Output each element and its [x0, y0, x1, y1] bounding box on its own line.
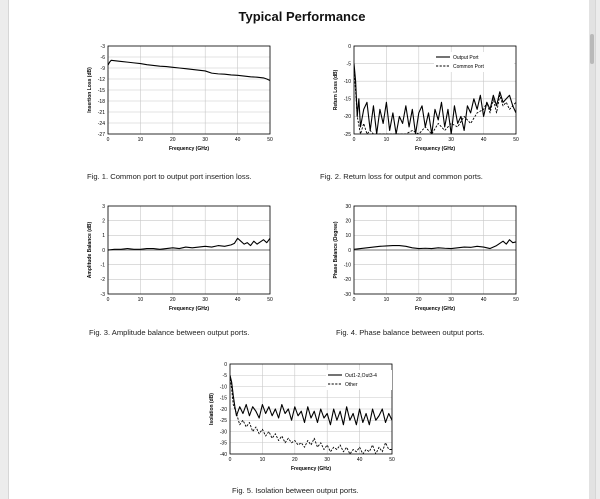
chart-isolation	[205, 356, 405, 476]
y-tick-label: -3	[100, 291, 105, 298]
legend-label: Out1-2,Out3-4	[345, 372, 377, 379]
y-axis-label: Phase Balance (Degree)	[333, 221, 339, 279]
page-title: Typical Performance	[238, 9, 366, 24]
y-tick-label: -10	[343, 262, 351, 269]
y-tick-label: -20	[219, 406, 227, 413]
y-tick-label: -6	[100, 54, 105, 61]
y-tick-label: -25	[219, 418, 227, 425]
chart-phase-balance	[322, 198, 532, 313]
y-tick-label: 20	[345, 218, 351, 225]
x-tick-label: 40	[480, 137, 487, 143]
y-tick-label: -27	[97, 131, 105, 138]
scrollbar-thumb[interactable]	[590, 34, 594, 64]
y-tick-label: -10	[219, 384, 227, 391]
x-tick-label: 20	[170, 297, 176, 303]
figure-caption-5: Fig. 5. Isolation between output ports.	[232, 486, 359, 495]
y-tick-label: 0	[102, 247, 105, 254]
y-axis-label: Isolation (dB)	[209, 393, 215, 425]
x-tick-label: 50	[513, 297, 519, 303]
x-tick-label: 0	[228, 457, 232, 463]
chart-amplitude-balance	[86, 198, 286, 313]
vertical-scrollbar[interactable]	[589, 0, 595, 499]
x-tick-label: 10	[383, 137, 390, 143]
y-tick-label: -3	[100, 43, 105, 50]
y-tick-label: -15	[97, 87, 105, 94]
x-tick-label: 20	[416, 137, 422, 143]
figure-caption-2: Fig. 2. Return loss for output and common ports.	[320, 172, 483, 181]
y-tick-label: -2	[100, 277, 105, 284]
x-tick-label: 0	[352, 137, 356, 143]
y-tick-label: -10	[343, 79, 351, 85]
x-tick-label: 0	[106, 297, 110, 303]
y-tick-label: 3	[102, 203, 105, 210]
y-tick-label: -20	[343, 277, 351, 284]
y-tick-label: -1	[100, 262, 105, 269]
y-tick-label: -24	[97, 120, 105, 127]
y-tick-label: 30	[345, 203, 351, 210]
x-tick-label: 50	[513, 137, 519, 143]
y-tick-label: -15	[343, 96, 351, 103]
x-tick-label: 50	[389, 457, 395, 463]
x-tick-label: 20	[292, 457, 298, 463]
y-tick-label: -30	[343, 291, 351, 298]
x-tick-label: 10	[137, 297, 144, 303]
x-tick-label: 10	[259, 457, 266, 463]
x-tick-label: 30	[202, 297, 208, 303]
legend-label: Other	[345, 381, 358, 388]
x-tick-label: 40	[356, 457, 363, 463]
x-axis-label: Frequency (GHz)	[414, 146, 456, 152]
x-axis-label: Frequency (GHz)	[290, 466, 332, 472]
chart-insertion-loss	[86, 38, 286, 168]
x-tick-label: 0	[106, 137, 110, 143]
figure-caption-3: Fig. 3. Amplitude balance between output ports.	[89, 328, 250, 337]
x-tick-label: 30	[324, 457, 330, 463]
document-page	[8, 0, 596, 499]
figure-caption-4: Fig. 4. Phase balance between output ports.	[336, 328, 485, 337]
y-axis-label: Amplitude Balance (dB)	[87, 221, 93, 279]
y-tick-label: -25	[343, 131, 351, 138]
y-tick-label: -35	[219, 440, 227, 447]
y-tick-label: -12	[97, 76, 105, 83]
x-tick-label: 20	[416, 297, 422, 303]
legend-label: Common Port	[453, 63, 484, 70]
x-tick-label: 40	[234, 297, 241, 303]
x-tick-label: 30	[448, 137, 454, 143]
x-axis-label: Frequency (GHz)	[414, 306, 456, 312]
y-tick-label: -40	[219, 451, 227, 458]
y-tick-label: 0	[224, 361, 227, 368]
y-tick-label: -5	[222, 373, 227, 380]
x-axis-label: Frequency (GHz)	[168, 306, 210, 312]
x-tick-label: 30	[448, 297, 454, 303]
y-tick-label: 2	[102, 218, 105, 225]
y-tick-label: 10	[345, 233, 351, 240]
x-tick-label: 20	[170, 137, 176, 143]
y-tick-label: -20	[343, 114, 351, 121]
y-tick-label: -15	[219, 395, 227, 402]
x-tick-label: 40	[234, 137, 241, 143]
y-tick-label: 0	[348, 247, 351, 254]
legend-label: Output Port	[453, 54, 479, 61]
y-axis-label: Return Loss (dB)	[333, 69, 339, 111]
y-tick-label: 1	[102, 233, 105, 240]
figure-caption-1: Fig. 1. Common port to output port insertion loss.	[87, 172, 252, 181]
y-axis-label: Insertion Loss (dB)	[87, 67, 93, 113]
x-tick-label: 40	[480, 297, 487, 303]
chart-return-loss	[322, 38, 532, 168]
x-tick-label: 30	[202, 137, 208, 143]
y-tick-label: 0	[348, 43, 351, 50]
y-tick-label: -9	[100, 65, 105, 72]
y-tick-label: -5	[346, 61, 351, 68]
y-tick-label: -30	[219, 429, 227, 436]
x-axis-label: Frequency (GHz)	[168, 146, 210, 152]
x-tick-label: 50	[267, 137, 273, 143]
x-tick-label: 10	[137, 137, 144, 143]
x-tick-label: 0	[352, 297, 356, 303]
x-tick-label: 10	[383, 297, 390, 303]
y-tick-label: -21	[97, 109, 105, 116]
y-tick-label: -18	[97, 98, 105, 105]
x-tick-label: 50	[267, 297, 273, 303]
